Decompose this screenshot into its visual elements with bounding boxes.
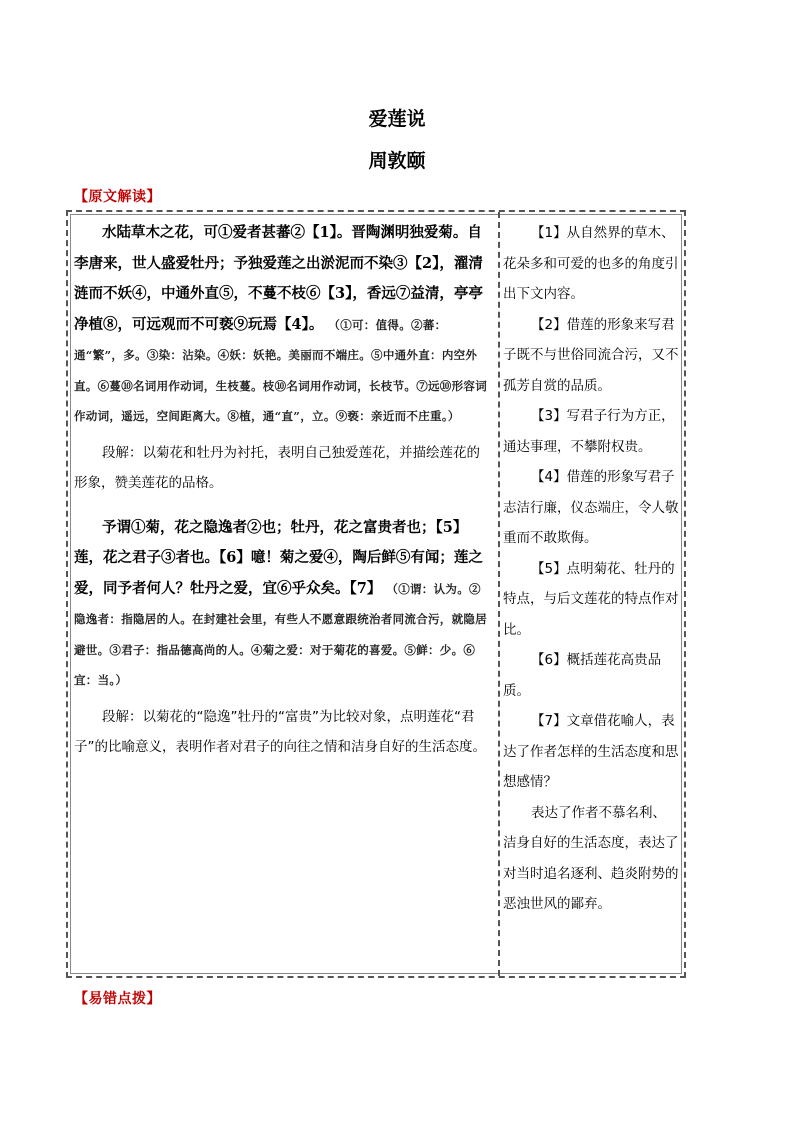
annotation-7: 【7】文章借花喻人，表达了作者怎样的生活态度和思想感情？ xyxy=(503,713,679,790)
paragraph-2-analysis: 段解：以菊花的“隐逸”牡丹的“富贵”为比较对象，点明莲花“君子”的比喻意义，表明作者对君子的向往之情和洁身自好的生活态度。 xyxy=(74,708,486,755)
original-text-column xyxy=(74,218,492,763)
paragraph-2 xyxy=(74,513,492,696)
annotation-4: 【4】借莲的形象写君子志洁行廉，仪态端庄，令人敬重而不敢欺侮。 xyxy=(503,469,679,546)
annotation-column xyxy=(503,218,679,920)
paragraph-2-text: 予谓①菊，花之隐逸者②也；牡丹，花之富贵者也；【5】莲，花之君子③者也。【6】噫！菊之爱④，陶后鲜⑤有闻；莲之爱，同予者何人？牡丹之爱，宜⑥乎众矣。【7】 xyxy=(74,518,483,597)
section-label-errors: 【易错点拨】 xyxy=(74,991,161,1007)
author-name: 周敦颐 xyxy=(368,150,426,172)
page-title: 爱莲说 xyxy=(368,108,426,130)
annotation-1: 【1】从自然界的草木、花朵多和可爱的也多的角度引出下文内容。 xyxy=(503,225,679,302)
annotation-3: 【3】写君子行为方正，通达事理，不攀附权贵。 xyxy=(503,408,675,455)
paragraph-1-notes: （①可：值得。②蕃：通“繁”，多。③染：沾染。④妖：妖艳。美丽而不端庄。⑤中通外直：内空外直。⑥蔓⑩名词用作动词，生枝蔓。枝⑩名词用作动词，长枝节。⑦远⑩形容词作动词，遥远，空间距离大。⑧植，通“直”，立。⑨亵：亲近而不庄重。） xyxy=(74,317,487,423)
paragraph-1-analysis: 段解：以菊花和牡丹为衬托，表明自己独爱莲花，并描绘莲花的形象，赞美莲花的品格。 xyxy=(74,444,480,491)
annotation-2: 【2】借莲的形象来写君子既不与世俗同流合污，又不孤芳自赏的品质。 xyxy=(503,316,679,394)
paragraph-1-text: 水陆草木之花，可①爱者甚蕃②【1】。晋陶渊明独爱菊。自李唐来，世人盛爱牡丹；予独爱莲之出淤泥而不染③【2】，濯清涟而不妖④，中通外直⑤，不蔓不枝⑥【3】，香远⑦益清，亭亭净植⑧，可远观而不可亵⑨玩焉【4】。 xyxy=(74,224,483,333)
annotation-answer: 表达了作者不慕名利、洁身自好的生活态度，表达了对当时追名逐利、趋炎附势的恶浊世风的鄙弃。 xyxy=(503,804,679,912)
column-divider xyxy=(498,212,500,976)
paragraph-2-notes: （①谓：认为。②隐逸者：指隐居的人。在封建社会里，有些人不愿意跟统治者同流合污，就隐居避世。③君子：指品德高尚的人。④菊之爱：对于菊花的喜爱。⑤鲜：少。⑥宜：当。） xyxy=(74,581,487,687)
annotation-6: 【6】概括莲花高贵品质。 xyxy=(503,652,662,699)
section-label-original: 【原文解读】 xyxy=(74,189,161,205)
paragraph-1 xyxy=(74,218,492,432)
annotation-5: 【5】点明菊花、牡丹的特点，与后文莲花的特点作对比。 xyxy=(503,560,679,638)
